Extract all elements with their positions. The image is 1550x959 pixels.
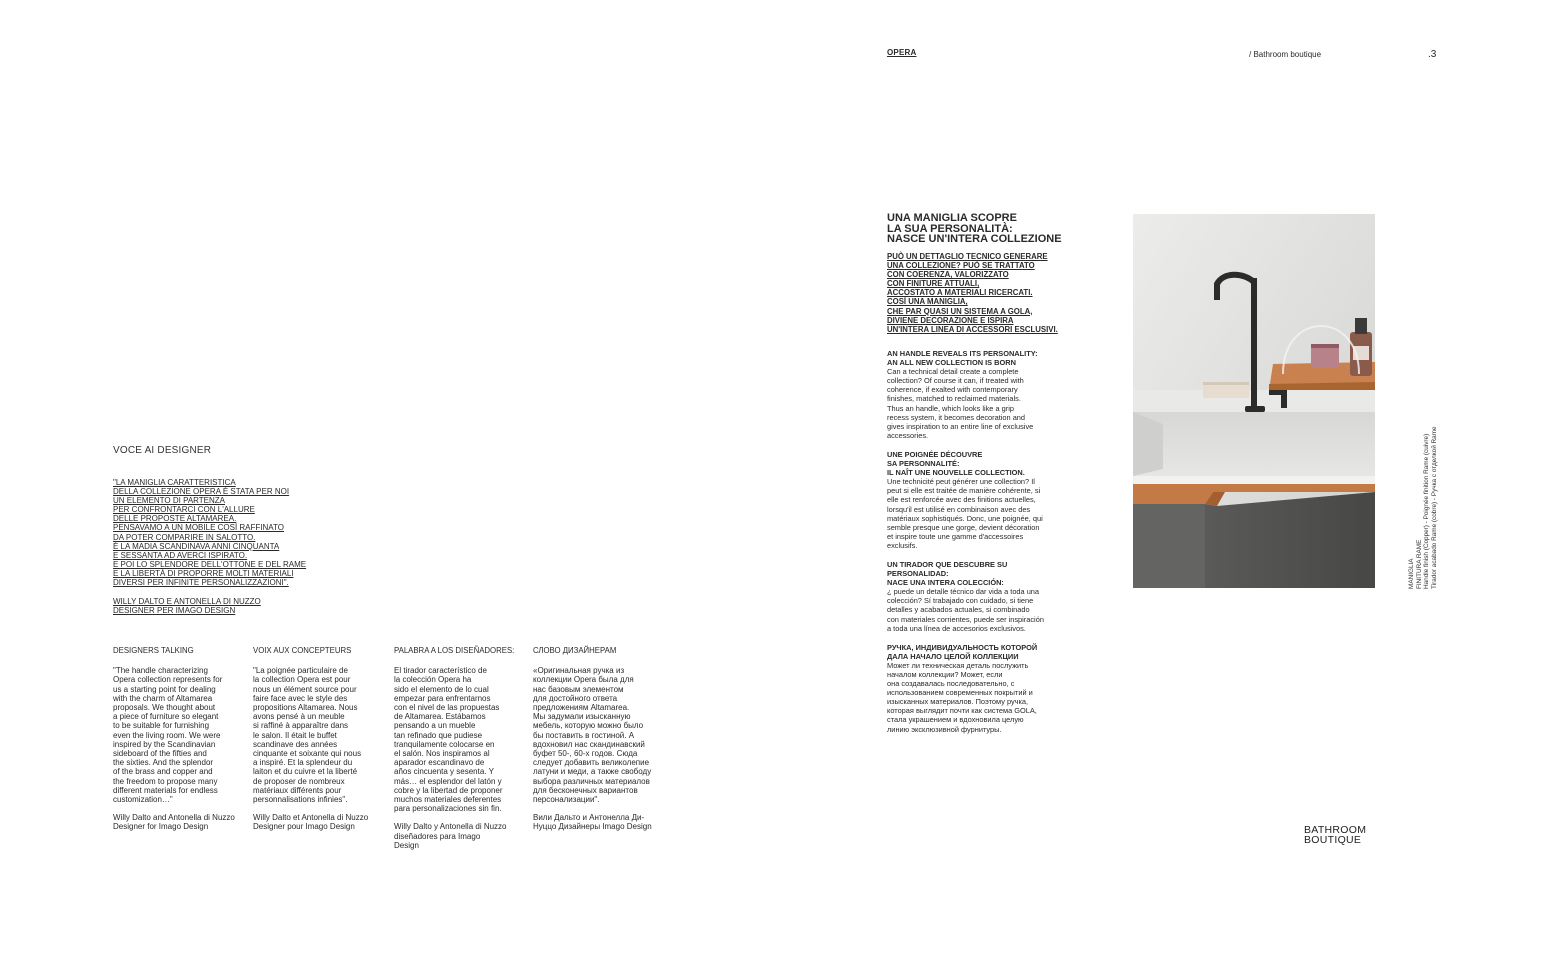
translation-heading: UN TIRADOR QUE DESCUBRE SU PERSONALIDAD: NACE UNA INTERA COLECCIÓN: bbox=[887, 559, 1008, 588]
translation-body: Une technicité peut générer une collection? Il peut si elle est traitée de manière cohérente, si elle est renforcée avec des finitions actuelles, lorsqu'il est utilisé en combinaison avec des matériaux sophistiqués. Donc, une poignée, qui semble presque une gorge, devient décoration et inspire toute une gamme d'accessoires exclusifs. bbox=[887, 477, 1043, 550]
translation-body: Может ли техническая деталь послужить началом коллекции? Может, если она создавалась последовательно, с использованием современных покрытий и изысканных материалов. Поэтому ручка, которая выглядит почти как система GOLA, стала украшением и вдохновила целую линию эксклюзивной фурнитуры. bbox=[887, 660, 1037, 734]
column-english bbox=[113, 646, 245, 832]
column-quote: «Оригинальная ручка из коллекции Opera была для нас базовым элементом для достойного ответа предложениям Altamarea. Мы задумали изысканную мебель, которую можно было бы поставить в гостиной. А вдохновил нас скандинавский буфет 50-, 60-х годов. Сюда следует добавить великолепие латуни и меди, а также свободу выбора различных материалов для бесконечных вариантов персонализации". bbox=[533, 666, 652, 805]
column-quote: "La poignée particulaire de la collection Opera est pour nous un élément source pour faire face avec le style des propositions Altamarea. Nous avons pensé à un meuble si raffiné à apparaître dans le salon. Il était le buffet scandinave des années cinquante et soixante qui nous a inspiré. Et la splendeur du laiton et du cuivre et la liberté de proposer de nombreux matériaux différents pour personnalisations infinies". bbox=[253, 666, 362, 805]
column-russian bbox=[533, 646, 665, 832]
caption-line: Tirador acabado Rame (cobre) - Ручка с отделкой Rame bbox=[1430, 426, 1438, 589]
column-quote: "The handle characterizing Opera collection represents for us a starting point for dealing with the charm of Altamarea proposals. We thought about a piece of furniture so elegant to be suitable for furnishing even the living room. We were inspired by the Scandinavian sideboard of the fifties and the sixties. And the splendor of the brass and copper and the freedom to propose many different materials for endless customization…" bbox=[113, 666, 223, 805]
translation-heading: AN HANDLE REVEALS ITS PERSONALITY: AN ALL NEW COLLECTION IS BORN bbox=[887, 349, 1038, 368]
column-quote: El tirador característico de la colección Opera ha sido el elemento de lo cual empezar para enfrentarnos con el nivel de las propuestas de Altamarea. Estábamos pensando a un mueble tan refinado que pudiese tranquilamente colocarse en el salón. Nos inspiramos al aparador escandinavo de años cincuenta y sesenta. Y más… el esplendor del latón y cobre y la libertad de proponer muchos materiales deferentes para personalizaciones sin fin. bbox=[394, 666, 503, 814]
column-signature: Willy Dalto et Antonella di Nuzzo Designer pour Imago Design bbox=[253, 813, 369, 832]
column-signature: Вили Дальто и Антонелла Ди- Нуццо Дизайнеры Imago Design bbox=[533, 813, 652, 832]
article-lead: PUÒ UN DETTAGLIO TECNICO GENERARE UNA COLLEZIONE? PUÒ SE TRATTATO CON COERENZA, VALORIZZATO CON FINITURE ATTUALI, ACCOSTATO A MATERIALI RICERCATI. COSÌ UNA MANIGLIA, CHE PAR QUASI UN SISTEMA A GOLA, DIVIENE DECORAZIONE E ISPIRA UN'INTERA LINEA DI ACCESSORI ESCLUSIVI. bbox=[887, 252, 1058, 334]
bathroom-vanity-illustration bbox=[1133, 214, 1375, 588]
translations bbox=[887, 349, 1057, 744]
column-spanish bbox=[394, 646, 526, 850]
column-signature: Willy Dalto y Antonella di Nuzzo diseñadores para Imago Design bbox=[394, 822, 507, 850]
photo-caption bbox=[1408, 426, 1438, 589]
column-heading: СЛОВО ДИЗАЙНЕРАМ bbox=[533, 646, 617, 655]
section-title: VOCE AI DESIGNER bbox=[113, 445, 212, 456]
column-heading: DESIGNERS TALKING bbox=[113, 646, 194, 655]
brand-name: OPERA bbox=[887, 48, 917, 57]
product-photo bbox=[1133, 214, 1375, 588]
section-label: / Bathroom boutique bbox=[1249, 50, 1322, 59]
caption-line: Handle finish (Copper) - Poignée finition Rame (cuivre) bbox=[1423, 433, 1431, 589]
column-signature: Willy Dalto and Antonella di Nuzzo Designer for Imago Design bbox=[113, 813, 235, 832]
column-heading: PALABRA A LOS DISEÑADORES: bbox=[394, 646, 515, 655]
caption-title: MANIGLIA FINITURA RAME bbox=[1408, 539, 1423, 589]
column-french bbox=[253, 646, 385, 832]
article-title: UNA MANIGLIA SCOPRE LA SUA PERSONALITÀ: NASCE UN'INTERA COLLEZIONE bbox=[887, 212, 1062, 246]
italian-signature: WILLY DALTO E ANTONELLA DI NUZZO DESIGNER PER IMAGO DESIGN bbox=[113, 597, 261, 616]
bathroom-boutique-logo: BATHROOM BOUTIQUE bbox=[1304, 824, 1367, 846]
translation-body: Can a technical detail create a complete collection? Of course it can, if treated with coherence, if exalted with contemporary finishes, matched to reclaimed materials. Thus an handle, which looks like a grip recess system, it becomes decoration and gives inspiration to an entire line of exclusive accessories. bbox=[887, 367, 1034, 440]
page-number: .3 bbox=[1428, 49, 1437, 60]
italian-quote: "LA MANIGLIA CARATTERISTICA DELLA COLLEZIONE OPERA È STATA PER NOI UN ELEMENTO DI PARTENZA PER CONFRONTARCI CON L'ALLURE DELLE PROPOSTE ALTAMAREA. PENSAVAMO A UN MOBILE COSÌ RAFFINATO DA POTER COMPARIRE IN SALOTTO. È LA MADIA SCANDINAVA ANNI CINQUANTA E SESSANTA AD AVERCI ISPIRATO. E POI LO SPLENDORE DELL'OTTONE E DEL RAME E LA LIBERTÀ DI PROPORRE MOLTI MATERIALI DIVERSI PER INFINITE PERSONALIZZAZIONI". bbox=[113, 478, 307, 588]
translation-heading: РУЧКА, ИНДИВИДУАЛЬНОСТЬ КОТОРОЙ ДАЛА НАЧАЛО ЦЕЛОЙ КОЛЛЕКЦИИ bbox=[887, 642, 1038, 661]
translation-heading: UNE POIGNÉE DÉCOUVRE SA PERSONNALITÉ: IL NAÎT UNE NOUVELLE COLLECTION. bbox=[887, 449, 1025, 478]
translation-body: ¿ puede un detalle técnico dar vida a toda una colección? Sí trabajado con cuidado, si tiene detalles y acabados actuales, si combinado con materiales corrientes, puede ser inspiración a toda una línea de accesorios exclusivos. bbox=[887, 587, 1044, 633]
column-heading: VOIX AUX CONCEPTEURS bbox=[253, 646, 352, 655]
